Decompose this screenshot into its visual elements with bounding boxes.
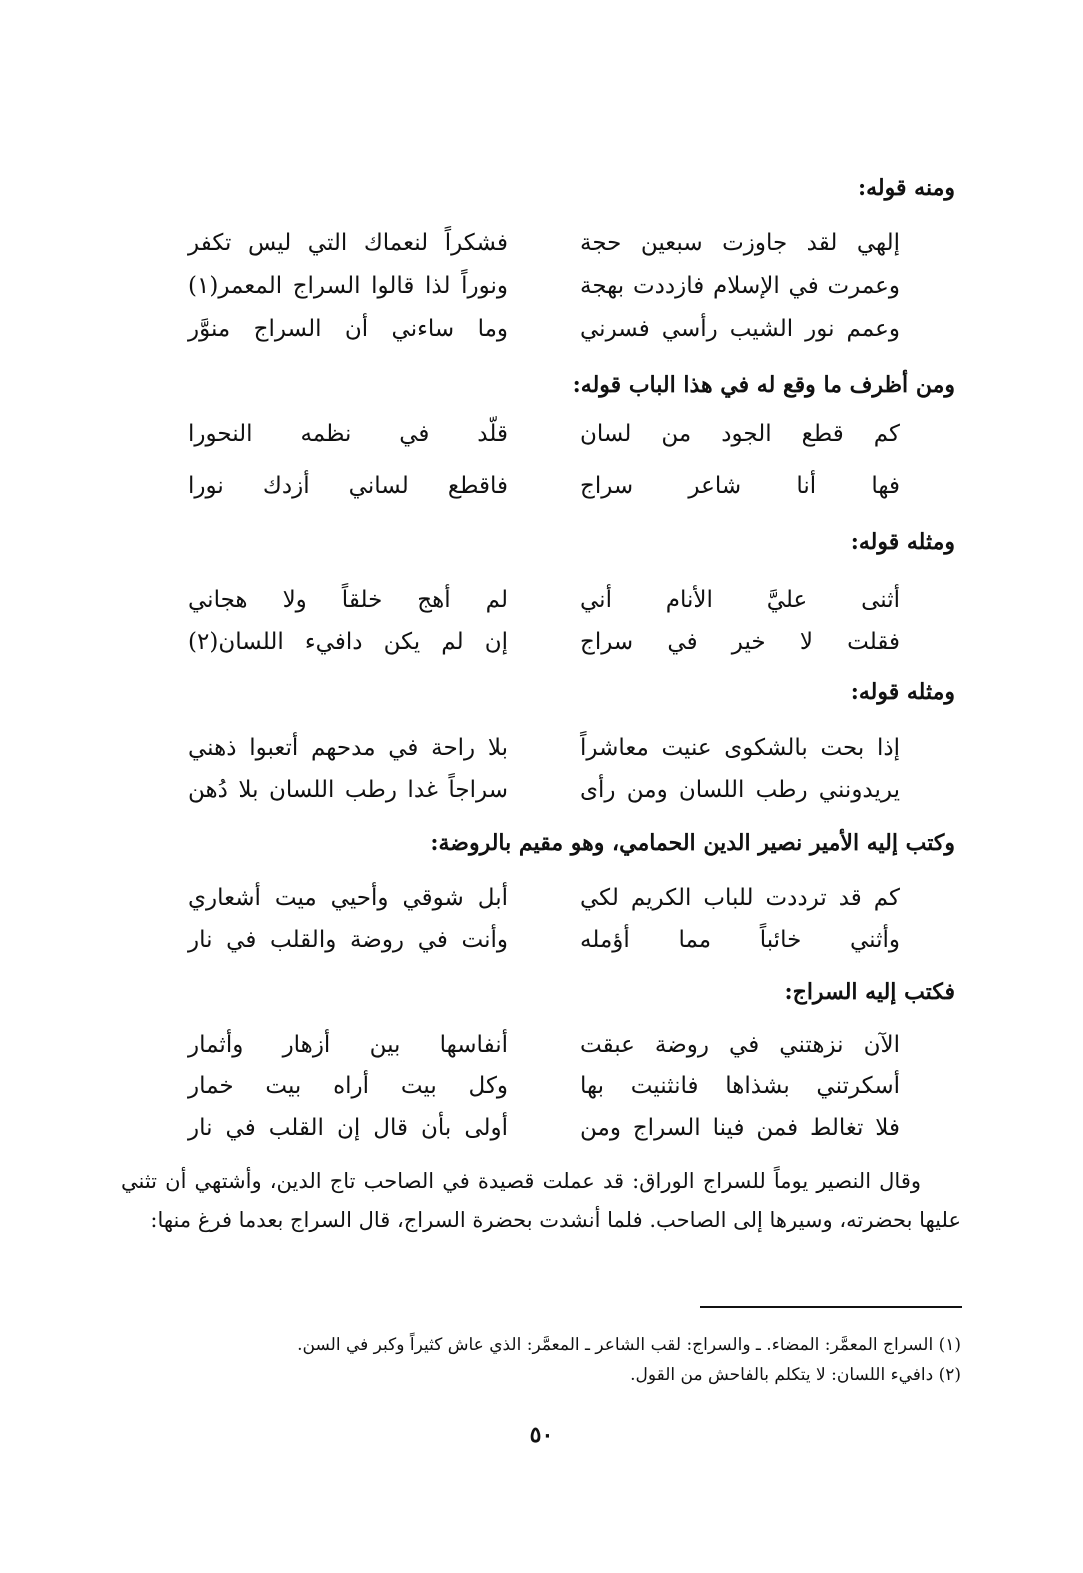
verse-line [188,223,900,263]
verse-line [188,770,900,810]
section-intro: وكتب إليه الأمير نصير الدين الحمامي، وهو مقيم بالروضة: [430,830,955,856]
section-intro: ومثله قوله: [850,529,955,555]
verse-second-hemistich: إن لم يكن دافيء اللسان(٢) [188,629,508,655]
section-intro: فكتب إليه السراج: [784,979,955,1005]
verse-second-hemistich: أبل شوقي وأحيي ميت أشعاري [188,885,508,911]
verse-line [188,1066,900,1106]
verse-second-hemistich: وما ساءني أن السراج منوَّر [188,316,508,342]
footnote-1: (١) السراج المعمَّر: المضاء. ـ والسراج: لقب الشاعر ـ المعمَّر: الذي عاش كثيراً وكبر في السن. [297,1335,961,1355]
verse-first-hemistich: فها أنا شاعر سراج [580,473,900,499]
verse-second-hemistich: أولى بأن قال إن القلب في نار [188,1115,508,1141]
verse-first-hemistich: الآن نزهتني في روضة عبقت [580,1032,900,1058]
verse-first-hemistich: يريدونني رطب اللسان ومن رأى [580,777,900,803]
verse-first-hemistich: وأثني خائباً مما أؤمله [580,927,900,953]
verse-first-hemistich: كم قد ترددت للباب الكريم لكي [580,885,900,911]
verse-second-hemistich: قلّد في نظمه النحورا [188,421,508,447]
verse-second-hemistich: وكل بيت أراه بيت خمار [188,1073,508,1099]
verse-first-hemistich: أثنى عليَّ الأنام أني [580,587,900,613]
verse-line [188,414,900,454]
page-number: ٥٠ [529,1422,554,1448]
verse-second-hemistich: لم أهج خلقاً ولا هجاني [188,587,508,613]
verse-second-hemistich: ونوراً لذا قالوا السراج المعمر(١) [188,273,508,299]
verse-line [188,309,900,349]
footnotes [121,1330,961,1390]
verse-first-hemistich: أسكرتني بشذاها فانثنيت بها [580,1073,900,1099]
verse-first-hemistich: وعمم نور الشيب رأسي فسرني [580,316,900,342]
section-intro: ومثله قوله: [850,679,955,705]
verse-first-hemistich: وعمرت في الإسلام فازددت بهجة [580,273,900,299]
prose-paragraph: وقال النصير يوماً للسراج الوراق: قد عملت قصيدة في الصاحب تاج الدين، وأشتهي أن تثني عليها بحضرته، وسيرها إلى الصاحب. فلما أنشدت بحضرة السراج، قال السراج بعدما فرغ منها: [121,1169,961,1232]
verse-line [188,622,900,662]
verse-second-hemistich: أنفاسها بين أزهار وأثمار [188,1032,508,1058]
verse-line [188,466,900,506]
verse-line [188,1025,900,1065]
verse-line [188,878,900,918]
verse-first-hemistich: فقلت لا خير في سراج [580,629,900,655]
verse-second-hemistich: وأنت في روضة والقلب في نار [188,927,508,953]
verse-first-hemistich: إذا بحت بالشكوى عنيت معاشراً [580,735,900,761]
verse-second-hemistich: فشكراً لنعماك التي ليس تكفر [188,230,508,256]
verse-line [188,1108,900,1148]
verse-line [188,580,900,620]
verse-line [188,728,900,768]
footnote-2: (٢) دافيء اللسان: لا يتكلم بالفاحش من القول. [630,1365,961,1385]
verse-first-hemistich: فلا تغالط فمن فينا السراج ومن [580,1115,900,1141]
footnote-separator [700,1306,962,1308]
section-intro: ومنه قوله: [857,175,955,201]
verse-second-hemistich: فاقطع لساني أزدك نورا [188,473,508,499]
verse-first-hemistich: كم قطع الجود من لسان [580,421,900,447]
verse-line [188,266,900,306]
verse-line [188,920,900,960]
verse-second-hemistich: سراجاً غدا رطب اللسان بلا دُهن [188,777,508,803]
section-intro: ومن أظرف ما وقع له في هذا الباب قوله: [572,372,955,398]
verse-second-hemistich: بلا راحة في مدحهم أتعبوا ذهني [188,735,508,761]
verse-first-hemistich: إلهي لقد جاوزت سبعين حجة [580,230,900,256]
